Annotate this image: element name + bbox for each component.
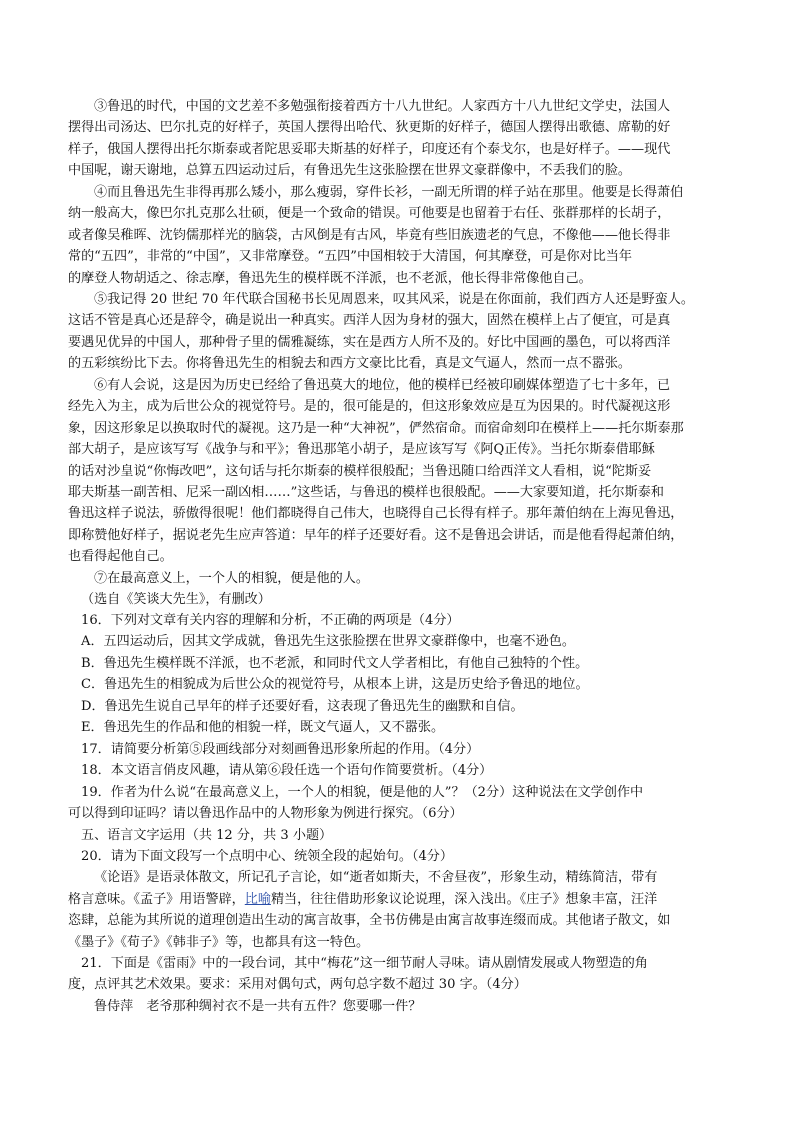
question-stem: 17．请简要分析第⑤段画线部分对刻画鲁迅形象所起的作用。（4分） <box>81 742 480 757</box>
question-16 <box>68 610 730 738</box>
source-note <box>68 589 730 610</box>
text-line: 经先入为主，成为后世公众的视觉符号。是的，很可能是的，但这形象效应是互为因果的。时代凝视这形 <box>68 399 671 415</box>
question-18 <box>68 760 730 781</box>
text-line: 象，因这形象足以换取时代的凝视。这乃是一种“大神祝”，俨然宿命。而宿命刻印在模样上——托尔斯泰那 <box>68 420 684 436</box>
text-line: ⑦在最高意义上，一个人的相貌，便是他的人。 <box>94 571 369 586</box>
text-line: ⑤我记得 20 世纪 70 年代联合国秘书长见周恩来，叹其风采，说是在你面前，我们西方人还是野蛮人。 <box>94 292 694 307</box>
text-line: 的五彩缤纷比下去。你将鲁迅先生的相貌去和西方文豪比比看，真是文气逼人，然而一点不嚣张。 <box>68 356 632 372</box>
question-21 <box>68 953 730 1017</box>
text-line: 即称赞他好样子，据说老先生应声答道：早年的样子还要好看。这不是鲁迅会讲话，而是他看得起萧伯纳， <box>68 527 684 543</box>
text-line: ④而且鲁迅先生非得再那么矮小，那么瘦弱，穿件长衫，一副无所谓的样子站在那里。他要是长得萧伯 <box>94 185 684 200</box>
section-5-heading <box>68 825 730 846</box>
text-line: 要遇见优异的中国人，那种骨子里的儒雅凝练，实在是西方人所不及的。好比中国画的墨色，可以将西洋 <box>68 334 671 350</box>
text-line: 鲁迅这样子说法，骄傲得很呢！他们都晓得自己伟大，也晓得自己长得有样子。那年萧伯纳在上海见鲁迅， <box>68 506 684 522</box>
option-c: C．鲁迅先生的相貌成为后世公众的视觉符号，从根本上讲，这是历史给予鲁迅的地位。 <box>81 677 589 693</box>
question-stem-cont: 可以得到印证吗？请以鲁迅作品中的人物形象为例进行探究。（6分） <box>68 806 463 822</box>
passage-line: 《论语》是语录体散文，所记孔子言论，如“逝者如斯夫，不舍昼夜”，形象生动，精练简洁，带有 <box>94 870 658 886</box>
text-line: 耶夫斯基一副苦相、尼采一副凶相……”这些话，与鲁迅的模样也很般配。——大家要知道，托尔斯泰和 <box>68 484 664 500</box>
question-stem: 20．请为下面文段写一个点明中心、统领全段的起始句。（4分） <box>81 849 453 864</box>
question-stem-cont: 度，点评其艺术效果。要求：采用对偶句式，两句总字数不超过 30 字。（4分） <box>68 977 527 993</box>
text-line: 的话对沙皇说“你悔改吧”，这句话与托尔斯泰的模样很般配；当鲁迅随口给西洋文人看相，说“陀斯妥 <box>68 463 652 479</box>
question-20 <box>68 846 730 953</box>
question-stem: 21．下面是《雷雨》中的一段台词，其中“梅花”这一细节耐人寻味。请从剧情发展或人物塑造的角 <box>81 956 648 971</box>
text-line: 也看得起他自己。 <box>68 549 173 565</box>
metaphor-link[interactable]: 比喻 <box>244 891 271 907</box>
passage-line: 恣肆，总能为其所说的道理创造出生动的寓言故事，全书仿佛是由寓言故事连缀而成。其他诸子散文，如 <box>68 913 671 929</box>
question-stem: 16．下列对文章有关内容的理解和分析，不正确的两项是（4分） <box>81 613 460 628</box>
option-d: D．鲁迅先生说自己早年的样子还要好看，这表现了鲁迅先生的幽默和自信。 <box>81 698 524 714</box>
source-line: （选自《笑谈大先生》，有删改） <box>81 592 271 607</box>
paragraph-4 <box>68 182 730 289</box>
text-line: 常的“五四”，非常的“中国”，又非常摩登。“五四”中国相较于大清国，何其摩登，可是你对比当年 <box>68 249 632 265</box>
option-b: B．鲁迅先生模样既不洋派，也不老派，和同时代文人学者相比，有他自己独特的个性。 <box>81 655 589 671</box>
passage-line: 《墨子》《荀子》《韩非子》等，也都具有这一特色。 <box>68 934 370 950</box>
passage-text: 格言意味。《孟子》用语警辟， <box>68 891 245 907</box>
paragraph-3 <box>68 96 730 182</box>
passage-line <box>68 889 730 910</box>
text-line: 中国呢，谢天谢地，总算五四运动过后，有鲁迅先生这张脸摆在世界文豪群像中，不丢我们的脸。 <box>68 163 632 179</box>
question-stem: 19．作者为什么说“在最高意义上，一个人的相貌，便是他的人”？（2分）这种说法在文学创作中 <box>81 785 644 800</box>
section-title: 五、语言文字运用（共 12 分，共 3 小题） <box>81 828 333 843</box>
paragraph-5 <box>68 289 730 375</box>
text-line: 的摩登人物胡适之、徐志摩，鲁迅先生的模样既不洋派，也不老派，他长得非常像他自己。 <box>68 270 592 286</box>
text-line: 这话不管是真心还是辞令，确是说出一种真实。西洋人因为身材的强大，固然在模样上占了便宜，可是真 <box>68 313 671 329</box>
text-line: 纳一般高大，像巴尔扎克那么壮硕，便是一个致命的错误。可他要是也留着于右任、张群那样的长胡子， <box>68 206 671 222</box>
text-line: 摆得出司汤达、巴尔扎克的好样子，英国人摆得出哈代、狄更斯的好样子，德国人摆得出歌德、席勒的好 <box>68 120 671 136</box>
dialogue-line: 鲁侍萍 老爷那种绸衬衣不是一共有五件？您要哪一件？ <box>94 998 422 1014</box>
paragraph-6 <box>68 375 730 568</box>
question-17 <box>68 739 730 760</box>
text-line: 部大胡子，是应该写写《战争与和平》；鲁迅那笔小胡子，是应该写写《阿Q正传》。当托尔斯泰借耶稣 <box>68 442 655 458</box>
text-line: 样子，俄国人摆得出托尔斯泰或者陀思妥耶夫斯基的好样子，印度还有个泰戈尔，也是好样子。——现代 <box>68 141 671 157</box>
question-stem: 18．本文语言俏皮风趣，请从第⑥段任选一个语句作简要赏析。（4分） <box>81 763 493 778</box>
text-line: ③鲁迅的时代，中国的文艺差不多勉强衔接着西方十八九世纪。人家西方十八九世纪文学史，法国人 <box>94 99 671 114</box>
option-e: E．鲁迅先生的作品和他的相貌一样，既文气逼人，又不嚣张。 <box>81 719 445 735</box>
passage-text: 精当，往往借助形象议论说理，深入浅出。《庄子》想象丰富，汪洋 <box>270 891 658 907</box>
paragraph-7 <box>68 568 730 589</box>
text-line: 或者像吴稚晖、沈钧儒那样光的脑袋，古风倒是有古风，毕竟有些旧族遗老的气息，不像他——他长得非 <box>68 227 671 243</box>
question-19 <box>68 782 730 825</box>
option-a: A．五四运动后，因其文学成就，鲁迅先生这张脸摆在世界文豪群像中，也毫不逊色。 <box>81 634 575 650</box>
text-line: ⑥有人会说，这是因为历史已经给了鲁迅莫大的地位，他的模样已经被印刷媒体塑造了七十多年，已 <box>94 378 671 393</box>
